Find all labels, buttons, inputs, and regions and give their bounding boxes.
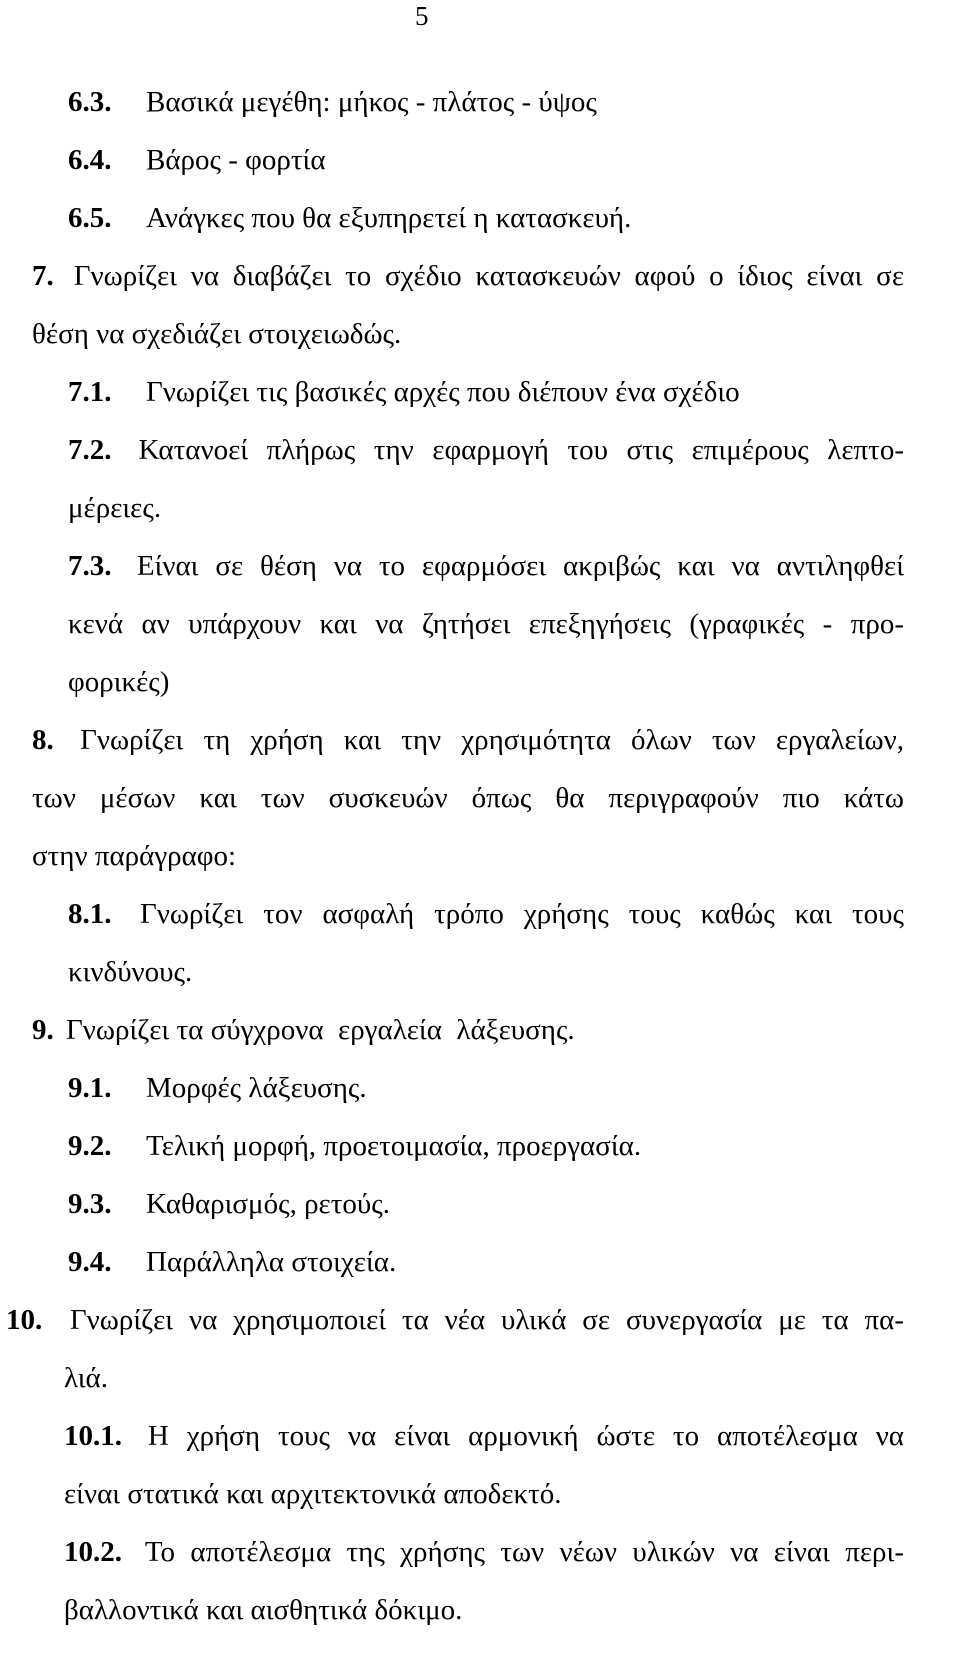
- page-number: 5: [415, 1, 429, 31]
- item-text: Η χρήση τους να είναι αρμονική ώστε το αποτέλεσμα να: [147, 1420, 905, 1452]
- item-text: Γνωρίζει να χρησιμοποιεί τα νέα υλικά σε συνεργασία με τα πα-: [69, 1304, 905, 1336]
- item-continuation: μέρειες.: [68, 492, 162, 524]
- item-number: 8.1.: [68, 898, 112, 930]
- item-continuation: είναι στατικά και αρχιτεκτονικά αποδεκτό.: [64, 1478, 562, 1510]
- list-item: [68, 537, 904, 595]
- list-item: [32, 1001, 958, 1059]
- list-item: [32, 711, 904, 769]
- item-text: Γνωρίζει τον ασφαλή τρόπο χρήσης τους καθώς και τους: [139, 898, 904, 930]
- item-number: 6.4.: [68, 144, 112, 176]
- list-item: [68, 1233, 958, 1291]
- list-item: [68, 885, 904, 943]
- item-number: 8.: [32, 724, 54, 756]
- item-number: 7.3.: [68, 550, 112, 582]
- list-item: [68, 1175, 958, 1233]
- item-continuation: φορικές): [68, 666, 170, 698]
- item-continuation: κινδύνους.: [68, 956, 193, 988]
- item-text: Γνωρίζει τη χρήση και την χρησιμότητα όλων των εργαλείων,: [80, 724, 904, 756]
- list-item: [68, 363, 958, 421]
- item-text: Γνωρίζει τα σύγχρονα εργαλεία λάξευσης.: [66, 1014, 575, 1046]
- item-text: Είναι σε θέση να το εφαρμόσει ακριβώς και να αντιληφθεί: [136, 550, 904, 582]
- item-text: Βασικά μεγέθη: μήκος - πλάτος - ύψος: [146, 86, 597, 118]
- item-number: 7.: [32, 260, 54, 292]
- list-item: [68, 189, 958, 247]
- item-continuation: θέση να σχεδιάζει στοιχειωδώς.: [32, 318, 402, 350]
- item-text: Το αποτέλεσμα της χρήσης των νέων υλικών να είναι περι-: [144, 1536, 904, 1568]
- list-item: [68, 73, 958, 131]
- item-continuation: [32, 769, 904, 827]
- item-text: Ανάγκες που θα εξυπηρετεί η κατασκευή.: [146, 202, 632, 234]
- item-number: 9.3.: [68, 1188, 112, 1220]
- item-number: 10.2.: [64, 1536, 122, 1568]
- list-item: [68, 131, 958, 189]
- list-item: [68, 1117, 958, 1175]
- list-item: [32, 247, 904, 305]
- list-item: [6, 1291, 904, 1349]
- item-continuation-text: των μέσων και των συσκευών όπως θα περιγραφούν πιο κάτω: [32, 782, 904, 814]
- item-text: Τελική μορφή, προετοιμασία, προεργασία.: [146, 1130, 642, 1162]
- item-number: 6.5.: [68, 202, 112, 234]
- item-text: Παράλληλα στοιχεία.: [146, 1246, 397, 1278]
- item-continuation: [68, 595, 904, 653]
- item-number: 9.: [32, 1014, 54, 1046]
- item-number: 7.1.: [68, 376, 112, 408]
- list-item: [64, 1523, 904, 1581]
- item-text: Γνωρίζει τις βασικές αρχές που διέπουν ένα σχέδιο: [146, 376, 740, 408]
- list-item: [64, 1407, 904, 1465]
- item-number: 7.2.: [68, 434, 112, 466]
- item-continuation-text: κενά αν υπάρχουν και να ζητήσει επεξηγήσεις (γραφικές - προ-: [68, 608, 904, 640]
- item-text: Κατανοεί πλήρως την εφαρμογή του στις επιμέρους λεπτο-: [138, 434, 904, 466]
- item-text: Βάρος - φορτία: [146, 144, 326, 176]
- item-continuation: βαλλοντικά και αισθητικά δόκιμο.: [64, 1594, 463, 1626]
- item-continuation: στην παράγραφο:: [32, 840, 237, 872]
- item-number: 9.4.: [68, 1246, 112, 1278]
- list-item: [68, 421, 904, 479]
- document-body: [6, 73, 958, 1639]
- item-text: Μορφές λάξευσης.: [146, 1072, 367, 1104]
- item-number: 9.1.: [68, 1072, 112, 1104]
- item-text: Γνωρίζει να διαβάζει το σχέδιο κατασκευών αφού ο ίδιος είναι σε: [73, 260, 904, 292]
- item-continuation: λιά.: [64, 1362, 108, 1394]
- item-text: Καθαρισμός, ρετούς.: [146, 1188, 390, 1220]
- item-number: 10.: [6, 1304, 43, 1336]
- list-item: [68, 1059, 958, 1117]
- item-number: 6.3.: [68, 86, 112, 118]
- item-number: 10.1.: [64, 1420, 122, 1452]
- item-number: 9.2.: [68, 1130, 112, 1162]
